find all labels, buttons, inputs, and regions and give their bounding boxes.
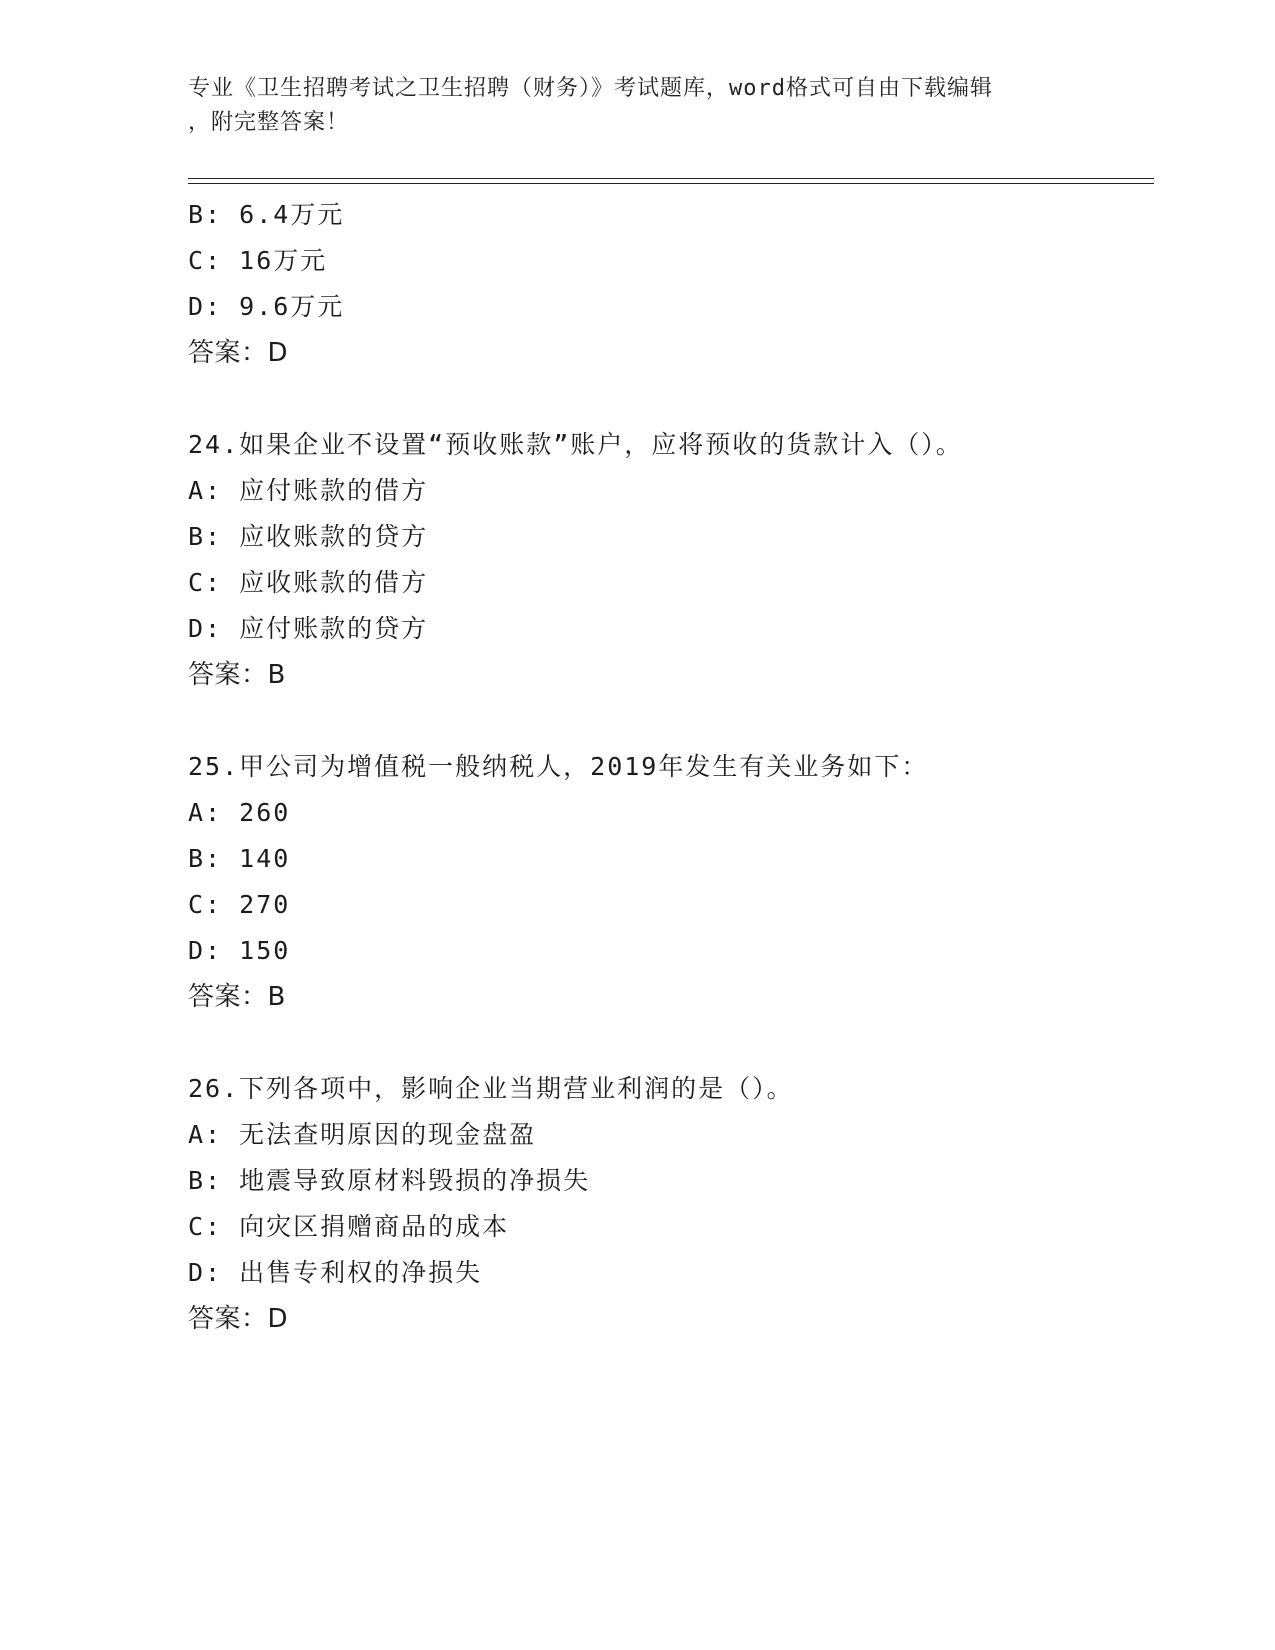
answer-line: 答案：B — [188, 982, 286, 1012]
header-line-2: ，附完整答案！ — [188, 110, 350, 135]
header-divider-bottom — [188, 183, 1154, 184]
option-d: D: 9.6万元 — [188, 292, 345, 321]
question-26 — [188, 1066, 1148, 1342]
header-divider-top — [188, 178, 1154, 179]
spacer — [188, 698, 1148, 744]
question-stem: 26.下列各项中，影响企业当期营业利润的是（）。 — [188, 1074, 794, 1103]
option-b: B: 140 — [188, 844, 291, 873]
option-b: B: 6.4万元 — [188, 200, 345, 229]
option-b: B: 地震导致原材料毁损的净损失 — [188, 1166, 591, 1195]
option-a: A: 应付账款的借方 — [188, 476, 429, 505]
option-c: C: 向灾区捐赠商品的成本 — [188, 1212, 510, 1241]
answer-line: 答案：D — [188, 1304, 289, 1334]
question-24 — [188, 422, 1148, 698]
question-25 — [188, 744, 1148, 1020]
spacer — [188, 376, 1148, 422]
answer-line: 答案：D — [188, 338, 289, 368]
answer-line: 答案：B — [188, 660, 286, 690]
question-content — [188, 192, 1148, 1342]
option-c: C: 应收账款的借方 — [188, 568, 429, 597]
spacer — [188, 1020, 1148, 1066]
question-stem: 25.甲公司为增值税一般纳税人，2019年发生有关业务如下： — [188, 752, 929, 781]
prev-question-block — [188, 192, 1148, 376]
option-c: C: 16万元 — [188, 246, 328, 275]
option-d: D: 出售专利权的净损失 — [188, 1258, 483, 1287]
option-d: D: 应付账款的贷方 — [188, 614, 429, 643]
document-header — [188, 72, 1088, 140]
option-c: C: 270 — [188, 890, 291, 919]
header-line-1: 专业《卫生招聘考试之卫生招聘（财务）》考试题库，word格式可自由下载编辑 — [188, 76, 993, 101]
question-stem: 24.如果企业不设置“预收账款”账户，应将预收的货款计入（）。 — [188, 430, 963, 459]
option-a: A: 260 — [188, 798, 291, 827]
option-b: B: 应收账款的贷方 — [188, 522, 429, 551]
option-d: D: 150 — [188, 936, 291, 965]
option-a: A: 无法查明原因的现金盘盈 — [188, 1120, 537, 1149]
